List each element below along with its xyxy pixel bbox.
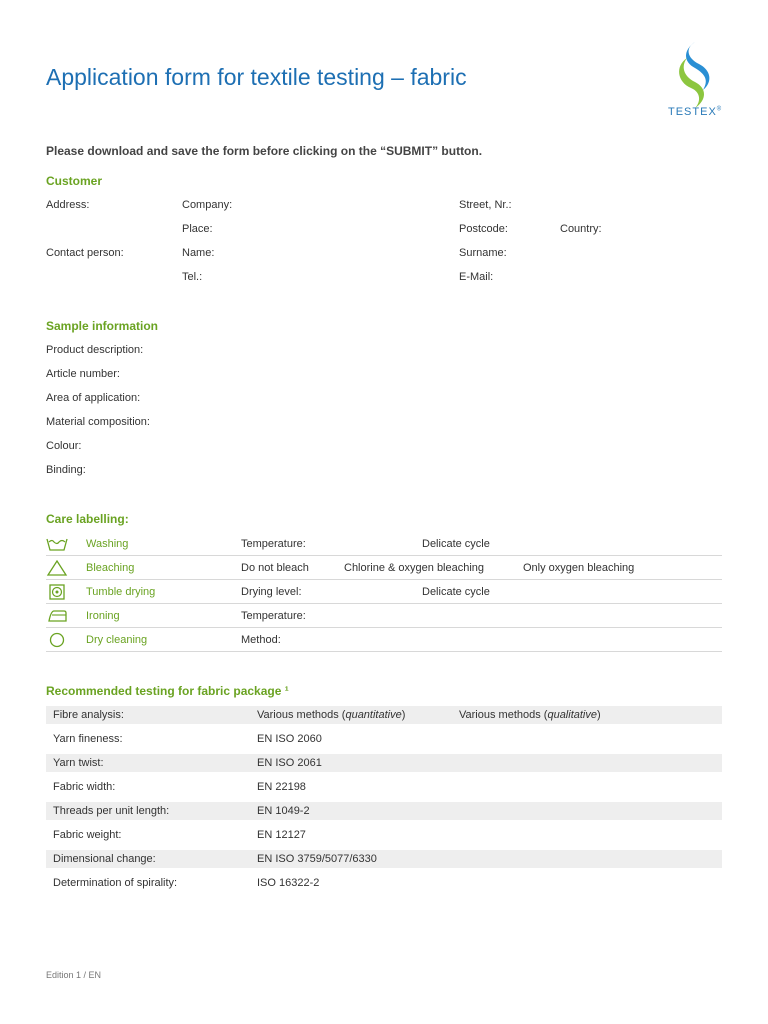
sample-heading: Sample information xyxy=(46,319,159,333)
surname-field[interactable]: Surname: xyxy=(459,247,507,259)
test-label: Yarn twist: xyxy=(53,757,104,769)
tel-field[interactable]: Tel.: xyxy=(182,271,203,283)
care-name-tumble-drying: Tumble drying xyxy=(86,586,156,598)
bleaching-icon xyxy=(46,560,68,576)
tumble-drying-icon xyxy=(46,584,68,600)
care-name-bleaching: Bleaching xyxy=(86,562,135,574)
test-row-fabric-weight xyxy=(46,826,722,844)
do-not-bleach-option[interactable]: Do not bleach xyxy=(241,562,309,574)
dry-cleaning-icon xyxy=(46,632,68,648)
test-row-dimensional-change xyxy=(46,850,722,868)
street-field[interactable]: Street, Nr.: xyxy=(459,199,512,211)
care-name-washing: Washing xyxy=(86,538,129,550)
test-method-option[interactable]: EN 12127 xyxy=(257,829,306,841)
test-label: Fabric weight: xyxy=(53,829,122,841)
chlorine-oxygen-option[interactable]: Chlorine & oxygen bleaching xyxy=(344,562,485,574)
test-method-option[interactable]: EN 22198 xyxy=(257,781,306,793)
care-row-dry-cleaning xyxy=(46,628,722,652)
company-field[interactable]: Company: xyxy=(182,199,233,211)
fibre-quantitative-option[interactable]: Various methods (quantitative) xyxy=(257,709,406,721)
customer-heading: Customer xyxy=(46,174,103,188)
edition-footer: Edition 1 / EN xyxy=(46,970,102,980)
test-row-yarn-twist xyxy=(46,754,722,772)
test-label: Threads per unit length: xyxy=(53,805,170,817)
test-label: Determination of spirality: xyxy=(53,877,178,889)
dry-cleaning-method-field[interactable]: Method: xyxy=(241,634,281,646)
care-name-dry-cleaning: Dry cleaning xyxy=(86,634,148,646)
care-heading: Care labelling: xyxy=(46,512,129,526)
product-description-field[interactable]: Product description: xyxy=(46,344,144,356)
article-number-field[interactable]: Article number: xyxy=(46,368,120,380)
care-row-tumble-drying xyxy=(46,580,722,604)
contact-person-label: Contact person: xyxy=(46,247,124,259)
place-field[interactable]: Place: xyxy=(182,223,213,235)
colour-field[interactable]: Colour: xyxy=(46,440,82,452)
washing-icon xyxy=(46,536,68,552)
care-name-ironing: Ironing xyxy=(86,610,120,622)
test-label: Fabric width: xyxy=(53,781,116,793)
fibre-qualitative-option[interactable]: Various methods (qualitative) xyxy=(459,709,601,721)
email-field[interactable]: E-Mail: xyxy=(459,271,494,283)
test-method-option[interactable]: EN ISO 2060 xyxy=(257,733,322,745)
test-row-fabric-width xyxy=(46,778,722,796)
ironing-temperature-field[interactable]: Temperature: xyxy=(241,610,306,622)
postcode-field[interactable]: Postcode: xyxy=(459,223,508,235)
page-title: Application form for textile testing – fabric xyxy=(46,64,467,90)
test-row-threads xyxy=(46,802,722,820)
care-row-bleaching xyxy=(46,556,722,580)
washing-delicate-option[interactable]: Delicate cycle xyxy=(422,538,490,550)
care-row-washing xyxy=(46,532,722,556)
washing-temperature-field[interactable]: Temperature: xyxy=(241,538,306,550)
test-row-fibre-analysis xyxy=(46,706,722,724)
test-label: Yarn fineness: xyxy=(53,733,123,745)
test-row-yarn-fineness xyxy=(46,730,722,748)
intro-text: Please download and save the form before clicking on the “SUBMIT” button. xyxy=(46,144,483,158)
drying-level-field[interactable]: Drying level: xyxy=(241,586,302,598)
ironing-icon xyxy=(46,608,68,624)
care-row-ironing xyxy=(46,604,722,628)
oxygen-only-option[interactable]: Only oxygen bleaching xyxy=(523,562,635,574)
name-field[interactable]: Name: xyxy=(182,247,215,259)
area-of-application-field[interactable]: Area of application: xyxy=(46,392,141,404)
material-composition-field[interactable]: Material composition: xyxy=(46,416,150,428)
binding-field[interactable]: Binding: xyxy=(46,464,86,476)
test-label: Dimensional change: xyxy=(53,853,156,865)
logo-text: TESTEX® xyxy=(668,106,722,118)
address-label: Address: xyxy=(46,199,90,211)
test-label: Fibre analysis: xyxy=(53,709,124,721)
test-method-option[interactable]: EN 1049-2 xyxy=(257,805,310,817)
test-method-option[interactable]: EN ISO 2061 xyxy=(257,757,322,769)
test-method-option[interactable]: ISO 16322-2 xyxy=(257,877,320,889)
testing-heading: Recommended testing for fabric package ¹ xyxy=(46,684,289,698)
test-method-option[interactable]: EN ISO 3759/5077/6330 xyxy=(257,853,377,865)
test-row-spirality xyxy=(46,874,722,892)
drying-delicate-option[interactable]: Delicate cycle xyxy=(422,586,490,598)
country-field[interactable]: Country: xyxy=(560,223,602,235)
